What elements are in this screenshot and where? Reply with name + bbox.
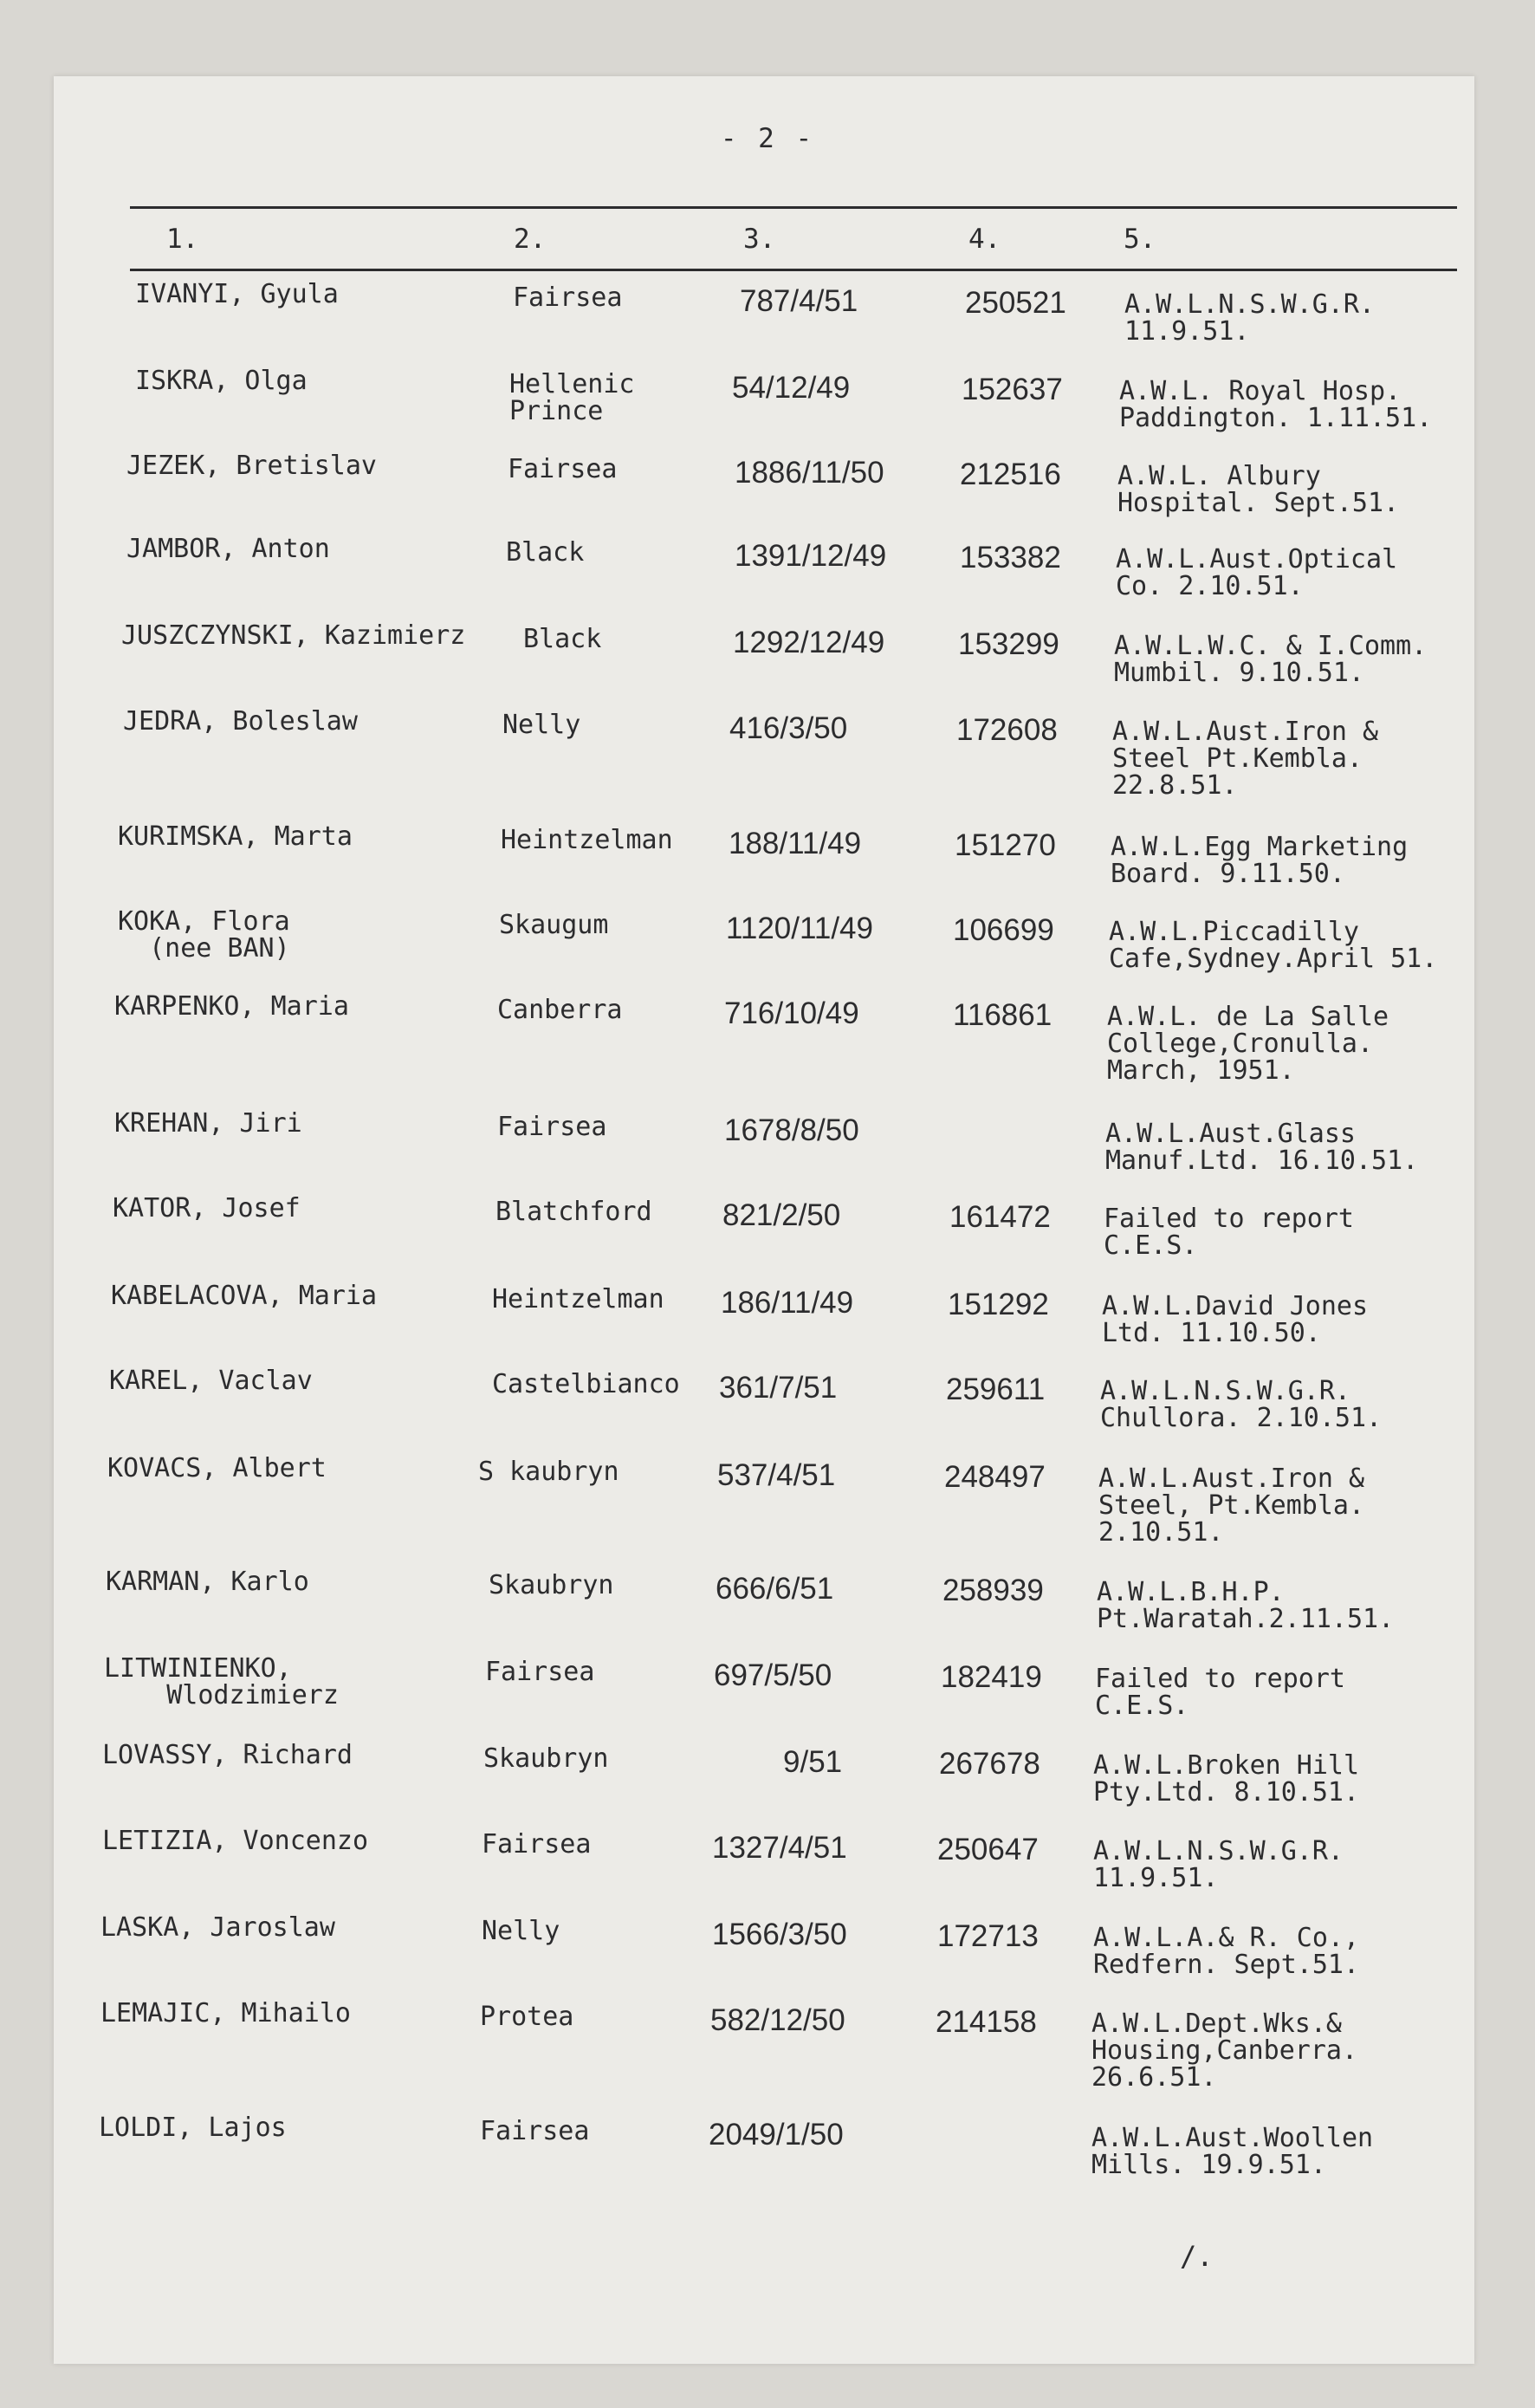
- status-note: A.W.L. de La Salle College,Cronulla. March, 1951.: [1107, 1002, 1389, 1086]
- registration-number: 152637: [962, 373, 1063, 406]
- reference-number: 821/2/50: [722, 1198, 841, 1232]
- ship-name: Fairsea: [485, 1657, 595, 1687]
- ship-name: Protea: [480, 2002, 574, 2032]
- ship-name: Fairsea: [480, 2116, 590, 2146]
- status-note: A.W.L.Aust.Iron & Steel Pt.Kembla. 22.8.51.: [1112, 717, 1379, 801]
- ship-name: Fairsea: [513, 282, 623, 313]
- reference-number: 537/4/51: [717, 1458, 836, 1492]
- header-top-rule: [130, 206, 1457, 209]
- status-note: A.W.L.Aust.Iron & Steel, Pt.Kembla. 2.10.51.: [1098, 1464, 1365, 1548]
- status-note: A.W.L. Albury Hospital. Sept.51.: [1117, 461, 1400, 518]
- registration-number: 182419: [941, 1660, 1042, 1694]
- registration-number: 153299: [958, 627, 1059, 661]
- ship-name: Nelly: [482, 1916, 560, 1946]
- column-header-3: 3.: [743, 224, 776, 255]
- reference-number: 1886/11/50: [735, 456, 884, 490]
- reference-number: 787/4/51: [740, 284, 858, 318]
- reference-number: 186/11/49: [721, 1286, 854, 1320]
- person-name: KABELACOVA, Maria: [111, 1281, 378, 1311]
- status-note: A.W.L.Aust.Glass Manuf.Ltd. 16.10.51.: [1105, 1119, 1419, 1176]
- reference-number: 1391/12/49: [735, 539, 887, 573]
- ship-name: Fairsea: [497, 1112, 607, 1142]
- person-name: KARMAN, Karlo: [106, 1567, 309, 1597]
- reference-number: 1120/11/49: [726, 912, 873, 945]
- continuation-mark: /.: [1180, 2240, 1214, 2273]
- column-header-5: 5.: [1124, 224, 1156, 255]
- status-note: Failed to report C.E.S.: [1095, 1664, 1345, 1721]
- ship-name: S kaubryn: [478, 1457, 619, 1487]
- status-note: A.W.L.Egg Marketing Board. 9.11.50.: [1111, 832, 1409, 889]
- reference-number: 666/6/51: [716, 1572, 834, 1606]
- reference-number: 582/12/50: [710, 2003, 845, 2037]
- reference-number: 1566/3/50: [712, 1918, 847, 1951]
- reference-number: 2049/1/50: [709, 2118, 844, 2152]
- reference-number: 361/7/51: [719, 1371, 838, 1405]
- person-name: LETIZIA, Voncenzo: [102, 1826, 369, 1856]
- reference-number: 1678/8/50: [724, 1113, 859, 1147]
- registration-number: 214158: [936, 2005, 1037, 2039]
- person-name: KATOR, Josef: [113, 1193, 301, 1223]
- ship-name: Skaugum: [499, 910, 609, 940]
- ship-name: Fairsea: [508, 454, 618, 484]
- status-note: A.W.L.N.S.W.G.R. Chullora. 2.10.51.: [1100, 1376, 1383, 1433]
- reference-number: 1327/4/51: [712, 1831, 847, 1865]
- ship-name: Canberra: [497, 995, 623, 1025]
- status-note: A.W.L.N.S.W.G.R. 11.9.51.: [1093, 1836, 1344, 1893]
- registration-number: 212516: [960, 458, 1061, 491]
- ship-name: Skaubryn: [489, 1570, 614, 1600]
- registration-number: 250521: [965, 286, 1066, 320]
- ship-name: Hellenic Prince: [509, 369, 635, 426]
- page-number: - 2 -: [720, 123, 815, 154]
- ship-name: Blatchford: [495, 1197, 652, 1227]
- status-note: A.W.L.Aust.Optical Co. 2.10.51.: [1116, 544, 1398, 601]
- person-name: LASKA, Jaroslaw: [100, 1912, 335, 1943]
- person-name: JEZEK, Bretislav: [126, 451, 377, 481]
- ship-name: Castelbianco: [492, 1369, 680, 1399]
- person-name: LITWINIENKO, Wlodzimierz: [104, 1653, 339, 1710]
- header-bottom-rule: [130, 269, 1457, 271]
- reference-number: 188/11/49: [729, 827, 862, 860]
- registration-number: 172713: [937, 1919, 1039, 1953]
- status-note: A.W.L.W.C. & I.Comm. Mumbil. 9.10.51.: [1114, 631, 1428, 688]
- registration-number: 153382: [960, 541, 1061, 574]
- ship-name: Black: [523, 624, 602, 654]
- registration-number: 267678: [939, 1747, 1040, 1781]
- person-name: IVANYI, Gyula: [135, 279, 339, 309]
- reference-number: 1292/12/49: [733, 626, 885, 659]
- column-header-4: 4.: [968, 224, 1001, 255]
- ship-name: Fairsea: [482, 1829, 592, 1860]
- reference-number: 697/5/50: [714, 1658, 832, 1692]
- status-note: A.W.L.N.S.W.G.R. 11.9.51.: [1124, 289, 1375, 347]
- person-name: JUSZCZYNSKI, Kazimierz: [121, 620, 466, 651]
- person-name: ISKRA, Olga: [135, 366, 308, 396]
- registration-number: 248497: [944, 1460, 1046, 1494]
- status-note: Failed to report C.E.S.: [1104, 1204, 1354, 1261]
- person-name: KARPENKO, Maria: [114, 991, 349, 1022]
- reference-number: 416/3/50: [729, 711, 848, 745]
- person-name: KURIMSKA, Marta: [118, 821, 353, 852]
- registration-number: 116861: [953, 998, 1052, 1032]
- status-note: A.W.L.Aust.Woollen Mills. 19.9.51.: [1091, 2123, 1374, 2180]
- ship-name: Black: [506, 537, 585, 568]
- person-name: LOVASSY, Richard: [102, 1740, 353, 1770]
- person-name: KOVACS, Albert: [107, 1453, 327, 1483]
- registration-number: 106699: [953, 913, 1054, 947]
- person-name: KAREL, Vaclav: [109, 1366, 313, 1396]
- ship-name: Nelly: [502, 710, 581, 740]
- status-note: A.W.L.Dept.Wks.& Housing,Canberra. 26.6.51.: [1091, 2009, 1358, 2093]
- registration-number: 172608: [956, 713, 1058, 747]
- status-note: A.W.L.David Jones Ltd. 11.10.50.: [1102, 1291, 1369, 1348]
- status-note: A.W.L.A.& R. Co., Redfern. Sept.51.: [1093, 1923, 1360, 1980]
- person-name: LOLDI, Lajos: [99, 2113, 287, 2143]
- status-note: A.W.L. Royal Hosp. Paddington. 1.11.51.: [1119, 376, 1433, 433]
- reference-number: 716/10/49: [724, 996, 859, 1030]
- registration-number: 161472: [949, 1200, 1051, 1234]
- registration-number: 259611: [946, 1373, 1046, 1406]
- person-name: KREHAN, Jiri: [114, 1108, 302, 1139]
- column-header-1: 1.: [166, 224, 199, 255]
- registration-number: 151292: [948, 1288, 1049, 1321]
- person-name: KOKA, Flora (nee BAN): [118, 906, 290, 964]
- ship-name: Skaubryn: [483, 1743, 609, 1774]
- person-name: LEMAJIC, Mihailo: [100, 1998, 351, 2028]
- person-name: JAMBOR, Anton: [126, 534, 330, 564]
- registration-number: 258939: [942, 1574, 1044, 1607]
- reference-number: 9/51: [783, 1745, 843, 1779]
- ship-name: Heintzelman: [501, 825, 673, 855]
- column-header-2: 2.: [514, 224, 547, 255]
- registration-number: 250647: [937, 1833, 1039, 1866]
- reference-number: 54/12/49: [732, 371, 851, 405]
- person-name: JEDRA, Boleslaw: [123, 706, 358, 737]
- registration-number: 151270: [955, 828, 1056, 862]
- status-note: A.W.L.B.H.P. Pt.Waratah.2.11.51.: [1097, 1577, 1395, 1634]
- status-note: A.W.L.Broken Hill Pty.Ltd. 8.10.51.: [1093, 1750, 1360, 1808]
- status-note: A.W.L.Piccadilly Cafe,Sydney.April 51.: [1109, 917, 1438, 974]
- ship-name: Heintzelman: [492, 1284, 664, 1314]
